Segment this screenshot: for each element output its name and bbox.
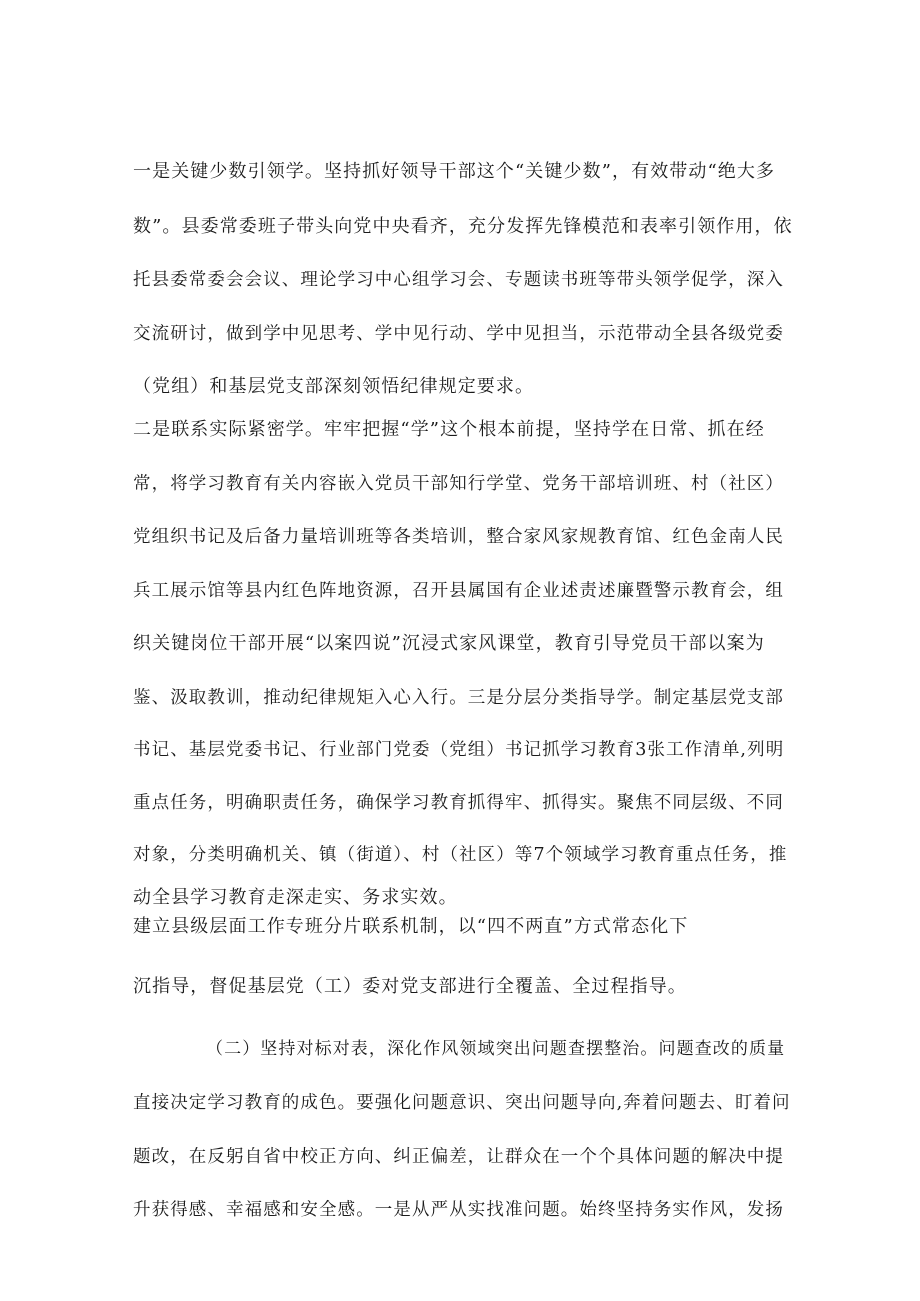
text-line: 对象，分类明确机关、镇（街道）、村（社区）等7个领域学习教育重点任务，推 — [133, 845, 788, 865]
text-line: 二是联系实际紧密学。牢牢把握“学”这个根本前提，坚持学在日常、抓在经 — [133, 419, 765, 440]
text-line: 升获得感、幸福感和安全感。一是从严从实找准问题。始终坚持务实作风，发扬 — [133, 1200, 784, 1220]
text-line: （党组）和基层党支部深刻领悟纪律规定要求。 — [133, 376, 535, 397]
text-line: 党组织书记及后备力量培训班等各类培训，整合家风家规教育馆、红色金南人民 — [133, 527, 784, 547]
text-line: 题改，在反躬自省中校正方向、纠正偏差，让群众在一个个具体问题的解决中提 — [133, 1147, 784, 1167]
text-line: 常，将学习教育有关内容嵌入党员干部知行学堂、党务干部培训班、村（社区） — [133, 474, 784, 494]
text-line: 沉指导，督促基层党（工）委对党支部进行全覆盖、全过程指导。 — [133, 976, 687, 997]
text-line: 建立县级层面工作专班分片联系机制，以“四不两直”方式常态化下 — [133, 916, 689, 937]
section-heading-line: （二）坚持对标对表，深化作风领域突出问题查摆整治。问题查改的质量 — [206, 1039, 786, 1059]
text-line: 数”。县委常委班子带头向党中央看齐，充分发挥先锋模范和表率引领作用，依 — [133, 216, 793, 237]
text-line: 织关键岗位干部开展“以案四说”沉浸式家风课堂，教育引导党员干部以案为 — [133, 633, 765, 654]
text-line: 交流研讨，做到学中见思考、学中见行动、学中见担当，示范带动全县各级党委 — [133, 324, 784, 344]
text-line: 动全县学习教育走深走实、务求实效。 — [133, 887, 458, 908]
text-line: 兵工展示馆等县内红色阵地资源，召开县属国有企业述责述廉暨警示教育会，组 — [133, 581, 784, 601]
text-line: 书记、基层党委书记、行业部门党委（党组）书记抓学习教育3张工作清单,列明 — [133, 740, 785, 760]
text-line: 重点任务，明确职责任务，确保学习教育抓得牢、抓得实。聚焦不同层级、不同 — [133, 793, 784, 813]
text-line: 鉴、汲取教训，推动纪律规矩入心入行。三是分层分类指导学。制定基层党支部 — [133, 688, 784, 708]
text-line: 直接决定学习教育的成色。要强化问题意识、突出问题导向,奔着问题去、盯着问 — [133, 1093, 791, 1113]
text-line: 托县委常委会会议、理论学习中心组学习会、专题读书班等带头领学促学，深入 — [133, 270, 784, 290]
text-line: 一是关键少数引领学。坚持抓好领导干部这个“关键少数”，有效带动“绝大多 — [133, 161, 776, 182]
